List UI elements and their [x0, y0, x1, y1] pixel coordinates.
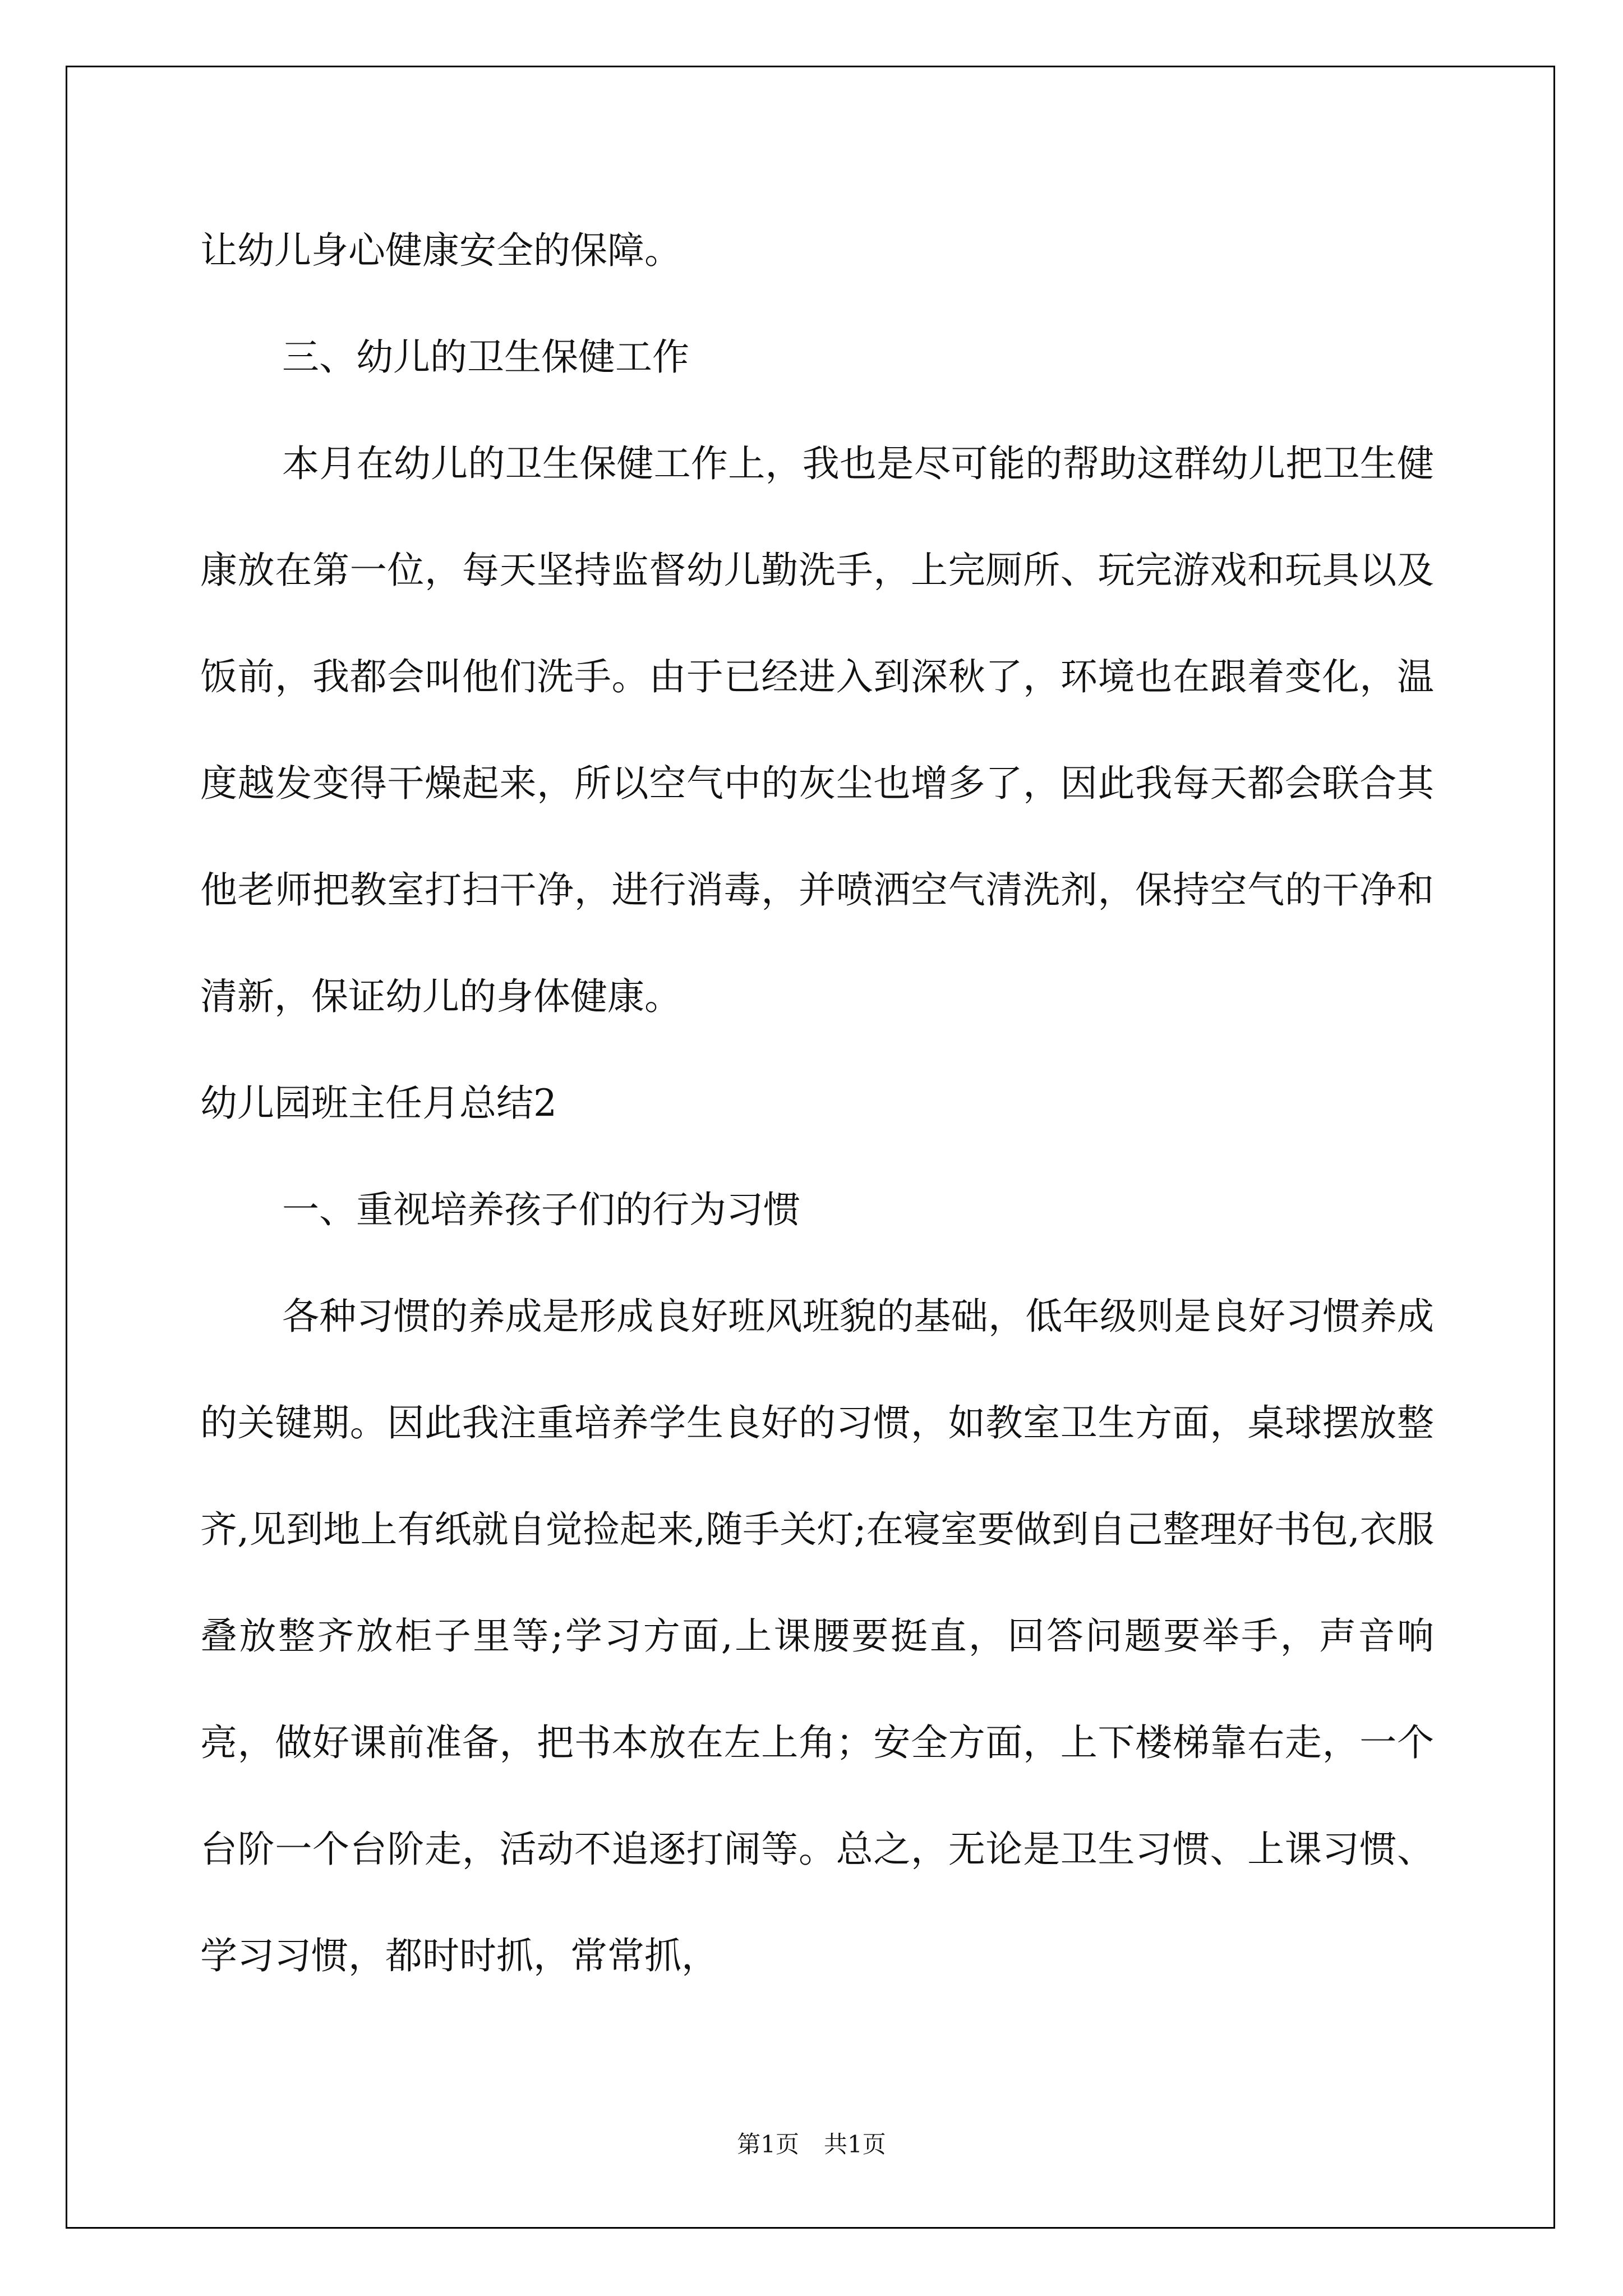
page-number: 第1页: [737, 2131, 799, 2158]
section-heading-hygiene: 三、幼儿的卫生保健工作: [282, 335, 689, 379]
document-title: 幼儿园班主任月总结2: [200, 1082, 557, 1125]
page-footer: [0, 2126, 1623, 2160]
paragraph-continuation: 让幼儿身心健康安全的保障。: [200, 229, 681, 272]
section-heading-habits: 一、重视培养孩子们的行为习惯: [282, 1188, 800, 1231]
page-total: 共1页: [824, 2131, 886, 2158]
paragraph-habits: 各种习惯的养成是形成良好班风班貌的基础，低年级则是良好习惯养成的关键期。因此我注重培养学生良好的习惯，如教室卫生方面，桌球摆放整齐,见到地上有纸就自觉捡起来,随手关灯;在寝室要做到自己整理好书包,衣服叠放整齐放柜子里等;学习方面,上课腰要挺直，回答问题要举手，声音响亮，做好课前准备，把书本放在左上角；安全方面，上下楼梯靠右走，一个台阶一个台阶走，活动不追逐打闹等。总之，无论是卫生习惯、上课习惯、学习习惯，都时时抓，常常抓，: [200, 1295, 1434, 1977]
document-body: [200, 197, 1434, 2009]
paragraph-hygiene-work: 本月在幼儿的卫生保健工作上，我也是尽可能的帮助这群幼儿把卫生健康放在第一位，每天坚持监督幼儿勤洗手，上完厕所、玩完游戏和玩具以及饭前，我都会叫他们洗手。由于已经进入到深秋了，环境也在跟着变化，温度越发变得干燥起来，所以空气中的灰尘也增多了，因此我每天都会联合其他老师把教室打扫干净，进行消毒，并喷洒空气清洗剂，保持空气的干净和清新，保证幼儿的身体健康。: [200, 442, 1434, 1018]
